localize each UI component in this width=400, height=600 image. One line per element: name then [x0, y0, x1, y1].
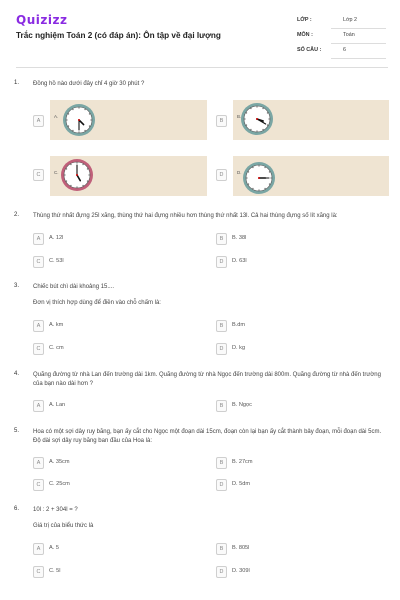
clock-tick: [89, 126, 90, 127]
clock-tick: [85, 109, 86, 110]
clock-tick: [87, 169, 88, 170]
meta-value: 6: [343, 47, 346, 53]
option-letter: D: [216, 256, 227, 268]
question-subtext: Giá trị của biểu thức là: [33, 523, 94, 529]
image-tag: A.: [54, 114, 59, 119]
clock-tick: [265, 167, 266, 168]
option-letter: A: [33, 320, 44, 332]
question-text: Chiếc bút chì dài khoảng 15....: [33, 284, 115, 290]
option-letter: B: [216, 320, 227, 332]
option-text: D. 309l: [232, 568, 250, 574]
clock-face: [60, 158, 94, 192]
option-text: B. 38l: [232, 235, 247, 241]
option-letter: A: [33, 233, 44, 245]
clock-center: [258, 177, 260, 179]
clock-tick: [263, 108, 264, 109]
clock-face: [62, 103, 96, 137]
clock-tick: [269, 172, 270, 173]
question-number: 2.: [14, 212, 20, 218]
option-text: D. 5dm: [232, 481, 251, 487]
clock-tick: [251, 108, 252, 109]
option-letter: B: [216, 115, 227, 127]
option-letter: C: [33, 343, 44, 355]
question-number: 1.: [14, 80, 20, 86]
clock-face: [240, 102, 274, 136]
worksheet-title: Trắc nghiệm Toán 2 (có đáp án): Ôn tập về đại lượng: [16, 31, 221, 40]
question-number: 5.: [14, 428, 20, 434]
clock-tick: [71, 185, 72, 186]
option-letter: A: [33, 400, 44, 412]
option-text: A. km: [49, 322, 64, 328]
clock-tick: [66, 181, 67, 182]
clock-tick: [83, 164, 84, 165]
option-text: B.dm: [232, 322, 246, 328]
question-number: 3.: [14, 283, 20, 289]
option-text: B. Ngọc: [232, 402, 252, 408]
clock-center: [76, 174, 78, 176]
clock-tick: [83, 185, 84, 186]
clock-tick: [71, 164, 72, 165]
clock-tick: [253, 188, 254, 189]
quizizz-logo: Quizizz: [16, 13, 68, 27]
clock-tick: [269, 184, 270, 185]
option-letter: A: [33, 457, 44, 469]
option-letter: B: [216, 233, 227, 245]
meta-key: SỐ CÂU :: [297, 47, 322, 53]
clock-tick: [85, 130, 86, 131]
option-text: A. 5: [49, 545, 59, 551]
clock-tick: [246, 125, 247, 126]
option-letter: B: [216, 400, 227, 412]
meta-row-subject: [297, 29, 386, 44]
clock-tick: [73, 130, 74, 131]
question-number: 6.: [14, 506, 20, 512]
clock-tick: [246, 113, 247, 114]
option-text: C. 25cm: [49, 481, 70, 487]
clock-tick: [68, 114, 69, 115]
question-text: Đồng hồ nào dưới đây chỉ 4 giờ 30 phút ?: [33, 81, 145, 87]
option-letter: A: [33, 543, 44, 555]
clock-icon: [240, 102, 274, 136]
clock-tick: [73, 109, 74, 110]
option-text: C. 5l: [49, 568, 61, 574]
meta-row-count: [297, 44, 386, 59]
option-text: D. kg: [232, 345, 246, 351]
option-text: A. 12l: [49, 235, 64, 241]
clock-face: [242, 161, 276, 195]
question-text: 10l : 2 + 304l = ?: [33, 507, 78, 513]
option-text: B. 27cm: [232, 459, 253, 465]
clock-tick: [263, 129, 264, 130]
clock-center: [78, 119, 80, 121]
option-text: A. 35cm: [49, 459, 70, 465]
worksheet-header: [0, 0, 400, 68]
option-letter: D: [216, 566, 227, 578]
clock-tick: [267, 125, 268, 126]
clock-tick: [253, 167, 254, 168]
clock-icon: [242, 161, 276, 195]
question-text: Quãng đường từ nhà Lan đến trường dài 1km. Quãng đường từ nhà Ngọc đến trường dài 800m. Quãng đường từ nhà đến trường của bạn nào dài hơn ?: [33, 372, 381, 387]
option-letter: C: [33, 566, 44, 578]
clock-tick: [66, 169, 67, 170]
option-letter: B: [216, 457, 227, 469]
option-text: B. 805l: [232, 545, 250, 551]
clock-icon: [62, 103, 96, 137]
clock-tick: [267, 113, 268, 114]
question-number: 4.: [14, 371, 20, 377]
clock-tick: [68, 126, 69, 127]
clock-tick: [265, 188, 266, 189]
option-letter: A: [33, 115, 44, 127]
meta-key: LỚP :: [297, 17, 312, 23]
clock-icon: [60, 158, 94, 192]
clock-tick: [89, 114, 90, 115]
option-letter: C: [33, 479, 44, 491]
meta-key: MÔN :: [297, 32, 313, 38]
option-text: C. cm: [49, 345, 64, 351]
option-letter: D: [216, 169, 227, 181]
meta-value: Toán: [343, 32, 355, 38]
clock-tick: [248, 184, 249, 185]
question-subtext: Đơn vị thích hợp dùng để điền vào chỗ chấm là:: [33, 300, 161, 306]
image-tag: D.: [237, 170, 242, 175]
clock-tick: [248, 172, 249, 173]
question-text: Hoa có một sợi dây ruy băng, bạn ấy cắt cho Ngọc một đoạn dài 15cm, đoạn còn lại bạn ấy cắt thành bảy đoạn, mỗi đoạn dài 5cm. Độ dài sợi dây ruy băng ban đầu của Hoa là:: [33, 429, 382, 444]
option-letter: B: [216, 543, 227, 555]
image-tag: C.: [54, 170, 59, 175]
meta-value: Lớp 2: [343, 17, 358, 23]
option-letter: D: [216, 343, 227, 355]
option-text: A. Lan: [49, 402, 66, 408]
question-text: Thùng thứ nhất đựng 25l xăng, thùng thứ hai đựng nhiều hơn thùng thứ nhất 13l. Cả hai thùng đựng số lít xăng là:: [33, 213, 338, 219]
option-text: C. 53l: [49, 258, 64, 264]
option-letter: D: [216, 479, 227, 491]
header-divider: [16, 67, 388, 68]
option-letter: C: [33, 169, 44, 181]
clock-tick: [251, 129, 252, 130]
image-tag: B.: [237, 114, 242, 119]
meta-row-class: [297, 14, 386, 29]
clock-tick: [87, 181, 88, 182]
clock-center: [256, 118, 258, 120]
option-letter: C: [33, 256, 44, 268]
option-text: D. 63l: [232, 258, 247, 264]
worksheet-meta: [297, 14, 386, 59]
